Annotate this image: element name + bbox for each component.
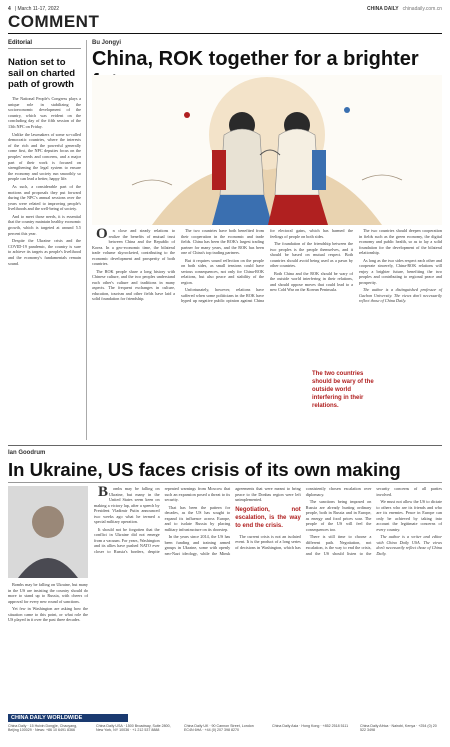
paragraph: The two countries should deepen cooperation in fields such as the green economy, the digital economy and public health, so as to lay a solid foundation for the development of the bilateral relationship. [359, 228, 442, 255]
paragraph: There is still time to choose a different path. Negotiation, not escalation, is the way to end the crisis, and the US should listen to the security concerns of all parties involved. [305, 486, 442, 556]
office-entry: China Daily USA · 1500 Broadway, Suite 2800, New York, NY 10036 · +1 212 537 8888 [96, 724, 171, 733]
paragraph: And to meet those needs, it is essential that the country maintain healthy economic growth, which is targeted at around 5.5 percent this year. [8, 213, 81, 236]
headline-divider [8, 482, 442, 483]
column-divider [86, 40, 87, 440]
editorial-body [8, 96, 81, 266]
article2-headline: In Ukraine, US faces crisis of its own making [8, 459, 401, 480]
office-entry: China Daily Africa · Nairobi, Kenya · +254 (0) 20 522 3498 [360, 724, 437, 733]
paragraph: In the years since 2014, the US has been funding and training armed groups in Ukraine, some with openly neo-Nazi ideology, while the Minsk agreements that were meant to bring peace to the Donbas region were left unimplemented. [164, 486, 301, 556]
paragraph: The foundation of the friendship between the two peoples is the people themselves, and it should be based on mutual respect. Both countries should avoid being used as a pawn by other countries. [270, 241, 353, 268]
section-title: COMMENT [8, 12, 442, 34]
paragraph: The current crisis is not an isolated event. It is the product of a long series of decisions in Washington, which has consistently chosen escalation over diplomacy. [235, 486, 372, 550]
office-entry: China Daily Asia · Hong Kong · +852 2518 5111 [272, 724, 349, 728]
office-list [8, 724, 442, 733]
article2-left-column [8, 582, 88, 722]
paragraph: The National People's Congress plays a unique role in stabilizing the socioeconomic development of the country, which was evident on the concluding day of the fifth session of the 13th NPC on Friday. [8, 96, 81, 129]
article1-headline: China, ROK together for a brighter [92, 48, 419, 70]
paragraph: The ROK people share a long history with Chinese culture, and the two peoples understand each other's culture and traditions in many aspects. The frequent exchanges in culture, education, tourism and other fields have laid a solid foundation for friendship. [92, 268, 175, 301]
issue-date: | March 11-17, 2022 [14, 6, 60, 12]
footer-flag: CHINA DAILY WORLDWIDE [8, 714, 128, 722]
paragraph: We must not allow the US to dictate to others who are its friends and who are its enemies. Peace in Europe can only be achieved by taking into account the legitimate concerns of every country. [376, 499, 442, 532]
paragraph: Both China and the ROK should be wary of the outside world interfering in their relations, and should oppose moves that could lead to a new Cold War on the Korean Peninsula. [270, 270, 353, 292]
editorial-headline: Nation set to sail on charted path of growth [8, 57, 76, 90]
paragraph: That has been the pattern for decades, as the US has sought to expand its influence across Europe, and to isolate Russia by placing military infrastructure on its doorstep. [164, 504, 231, 532]
article2-body [94, 486, 442, 722]
paragraph: Yet few in Washington are asking how the situation came to this point, or what role the US played in it over the past three decades. [8, 606, 88, 622]
paragraph: As long as the two sides respect each other and cooperate sincerely, China-ROK relations will enjoy a brighter future, benefiting the two peoples and contributing to regional peace and prosperity. [359, 257, 442, 285]
paragraph: Unlike the lawmakers of some so-called democratic countries, where the interests of the rich and the powerful generally come first, the NPC deputies focus on the peoples' needs and concerns, and a major part of their work is focused on strengthening the legal system to ensure the economy and society run smoothly so people can lead a better, happy life. [8, 131, 81, 182]
office-entry: China Daily · 15 Huixin Dongjie, Chaoyang, Beijing 100029 · News: +86 10 6491 8366 [8, 724, 78, 733]
paragraph: As such, a considerable part of the motions and proposals they put forward during the NPC's annual sessions over the years were related to improving people's livelihoods and the well-being of society. [8, 183, 81, 212]
editorial-label: Editorial [8, 40, 81, 49]
paragraph: On close and steady relations to realize the benefits of mutual trust between China and the Republic of Korea. In a geo-economic time, the bilateral trade volume skyrocketed, contributing to the economic development and prosperity of both countries. [92, 226, 175, 266]
article1-illustration [92, 75, 442, 225]
paragraph: Bombs may be falling on Ukraine, but many in the US are insisting the country should do more to stand up to Russia, with cheers of approval for every new round of sanctions. [8, 582, 88, 604]
paragraph: But it requires sound reflection on the people on both sides, as small tensions could have serious consequences, not only for China-ROK relations, but also peace and stability of the region. [181, 257, 264, 285]
author-note: The author is a writer and editor with China Daily USA. The views don't necessarily reflect those of China Daily. [376, 534, 442, 556]
author-note: The author is a distinguished professor of Gachon University. The views don't necessarily reflect those of China Daily. [359, 287, 442, 303]
brand-name: CHINA DAILY [367, 6, 399, 12]
article2-byline: Ian Goodrum [8, 450, 46, 456]
footer [8, 714, 442, 747]
paragraph: It should not be forgotten that the conflict in Ukraine did not emerge from a vacuum. For years, Washington and its allies have pushed NATO ever closer to Russia's borders, despite repeated warnings from Moscow that such an expansion posed a threat to its security. [94, 486, 231, 554]
paragraph: Unfortunately, however, relations have suffered when some politicians in the ROK have hyped up negative public opinion against China for electoral gains, which has harmed the feelings of people on both sides. [181, 228, 353, 303]
office-entry: China Daily UK · 90 Cannon Street, London EC4N 6HA · +44 (0) 207 398 8270 [184, 724, 254, 733]
article2-pull-quote: Negotiation, not escalation, is the way to end the crisis. [235, 506, 301, 529]
article1-body [92, 228, 442, 443]
article1-byline: Bu Jongyi [92, 40, 122, 46]
page-number: 4 [8, 6, 11, 12]
paragraph: The sanctions being imposed on Russia are already hurting ordinary people, both in Russia and in Europe, as energy and food prices soar. The people of the US will feel the consequences too. [305, 499, 372, 532]
site-url[interactable]: chinadaily.com.cn [402, 6, 442, 12]
section-divider [8, 445, 442, 446]
paragraph: The two countries have both benefited from their cooperation in the economic and trade fields. China has been the ROK's largest trading partner for many years, and the ROK has been one of China's top trading partners. [181, 228, 264, 255]
paragraph: Bombs may be falling on Ukraine, but many in the United States seem keen on making a victory lap, after a speech by President Vladimir Putin announced two weeks ago what he termed a special military operation. [94, 484, 160, 524]
article1-pull-quote: The two countries should be wary of the outside world interfering in their relations. [312, 370, 376, 410]
editorial-column [8, 40, 81, 268]
paragraph: Despite the Ukraine crisis and the COVID-19 pandemic, the country is sure to achieve its targets as people's livelihood and the economy's fundamentals remain sound. [8, 238, 81, 266]
author-photo [8, 486, 88, 578]
